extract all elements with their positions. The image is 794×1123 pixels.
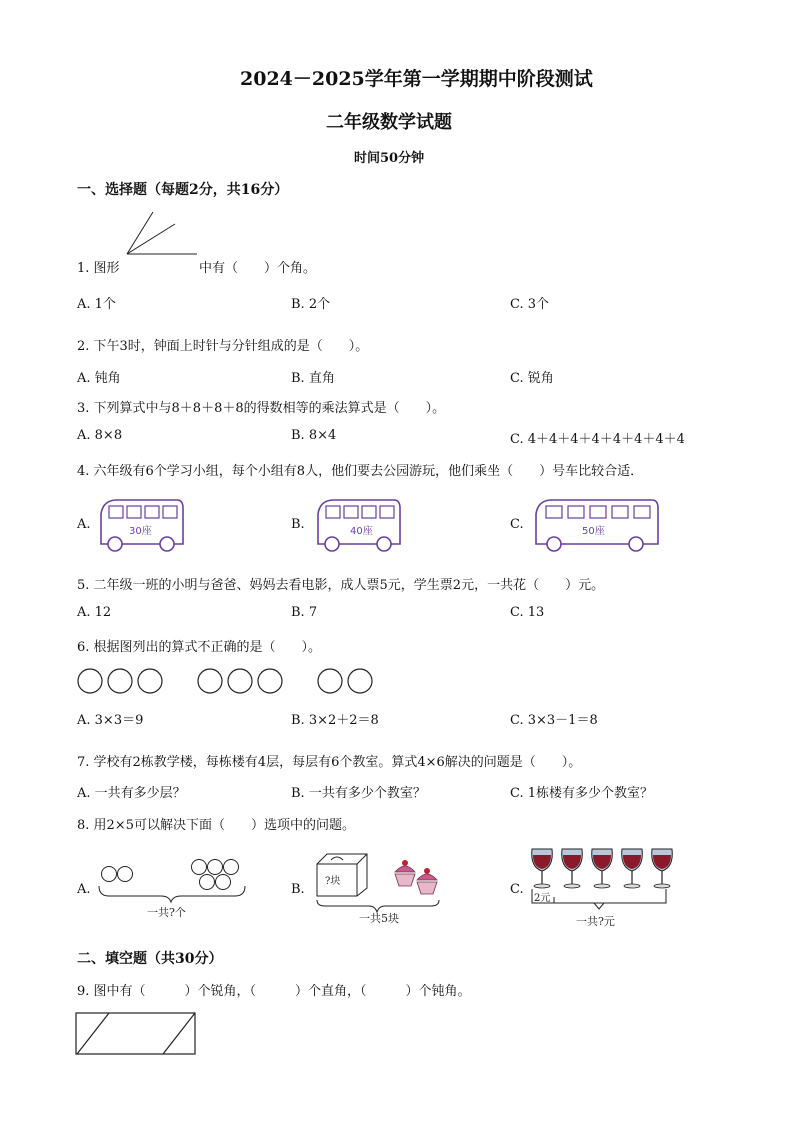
- q6-option-b[interactable]: B. 3×2＋2＝8: [291, 713, 379, 728]
- q7-option-b[interactable]: B. 一共有多少个教室？: [291, 786, 426, 801]
- q1-option-a[interactable]: A. 1个: [77, 297, 116, 312]
- q4-option-a[interactable]: A.: [77, 517, 91, 532]
- question-9: 9. 图中有（ ）个锐角，（ ）个直角，（ ）个钝角。: [77, 984, 471, 999]
- q7-option-a[interactable]: A. 一共有多少层？: [77, 786, 186, 801]
- q4-option-b[interactable]: B.: [291, 517, 305, 532]
- bus-30-label: 30座: [129, 526, 152, 537]
- question-8: 8. 用2×5可以解决下面（ ）选项中的问题。: [77, 818, 355, 833]
- angle-figure-icon: [125, 210, 205, 260]
- q8-option-a[interactable]: A.: [77, 882, 91, 897]
- q5-option-b[interactable]: B. 7: [291, 605, 318, 620]
- q3-option-c[interactable]: C. 4＋4＋4＋4＋4＋4＋4＋4: [510, 432, 685, 447]
- q5-option-c[interactable]: C. 13: [510, 605, 545, 620]
- q7-option-c[interactable]: C. 1栋楼有多少个教室？: [510, 786, 654, 801]
- q8-b-box-label: ?块: [325, 876, 341, 887]
- bus-40-label: 40座: [350, 526, 373, 537]
- q8-option-c[interactable]: C.: [510, 882, 524, 897]
- exam-title: 2024－2025学年第一学期期中阶段测试: [240, 68, 593, 90]
- q3-option-a[interactable]: A. 8×8: [77, 428, 123, 443]
- section-heading-fill-blank: 二、填空题（共30分）: [77, 951, 223, 967]
- question-7: 7. 学校有2栋教学楼，每栋楼有4层，每层有6个教室。算式4×6解决的问题是（ ）。: [77, 755, 582, 770]
- question-5: 5. 二年级一班的小明与爸爸、妈妈去看电影，成人票5元，学生票2元，一共花（ ）元。: [77, 578, 605, 593]
- q6-option-c[interactable]: C. 3×3－1＝8: [510, 713, 598, 728]
- q8-c-price-label: 2元: [534, 893, 551, 904]
- q3-option-b[interactable]: B. 8×4: [291, 428, 337, 443]
- exam-subtitle: 二年级数学试题: [326, 112, 452, 133]
- section-heading-choice: 一、选择题（每题2分，共16分）: [77, 182, 289, 198]
- q4-option-c[interactable]: C.: [510, 517, 524, 532]
- wine-glass-icon: [622, 849, 643, 888]
- question-1-prefix: 1. 图形: [77, 261, 120, 276]
- bus-50-icon: [532, 494, 662, 552]
- bus-50-label: 50座: [582, 526, 605, 537]
- q2-option-a[interactable]: A. 钝角: [77, 371, 121, 386]
- q8-b-box-cupcake-figure: [313, 850, 463, 925]
- question-6: 6. 根据图列出的算式不正确的是（ ）。: [77, 640, 322, 655]
- circle-groups-figure: [77, 668, 377, 698]
- wine-glass-icon: [652, 849, 673, 888]
- bus-30-icon: [97, 494, 187, 552]
- question-2: 2. 下午3时，钟面上时针与分针组成的是（ ）。: [77, 339, 369, 354]
- q8-b-caption: 一共5块: [359, 912, 399, 925]
- wine-glass-icon: [532, 849, 553, 888]
- wine-glass-icon: [562, 849, 583, 888]
- exam-time: 时间50分钟: [354, 151, 425, 166]
- q8-a-circles-figure: [95, 856, 255, 926]
- q2-option-b[interactable]: B. 直角: [291, 371, 335, 386]
- q8-option-b[interactable]: B.: [291, 882, 305, 897]
- q5-option-a[interactable]: A. 12: [77, 605, 112, 620]
- question-4: 4. 六年级有6个学习小组，每个小组有8人，他们要去公园游玩，他们乘坐（ ）号车比较合适．: [77, 464, 644, 479]
- q8-c-caption: 一共?元: [576, 915, 615, 928]
- q1-option-c[interactable]: C. 3个: [510, 297, 550, 312]
- parallelogram-rectangle-figure: [75, 1012, 197, 1056]
- wine-glass-icon: [592, 849, 613, 888]
- q8-c-wine-glasses-figure: [524, 845, 674, 930]
- bus-40-icon: [314, 494, 404, 552]
- question-3: 3. 下列算式中与8＋8＋8＋8的得数相等的乘法算式是（ ）。: [77, 401, 446, 416]
- q1-option-b[interactable]: B. 2个: [291, 297, 331, 312]
- question-1-suffix: 中有（ ）个角。: [199, 261, 317, 276]
- q8-a-caption: 一共?个: [147, 906, 186, 919]
- q2-option-c[interactable]: C. 锐角: [510, 371, 554, 386]
- q6-option-a[interactable]: A. 3×3＝9: [77, 713, 144, 728]
